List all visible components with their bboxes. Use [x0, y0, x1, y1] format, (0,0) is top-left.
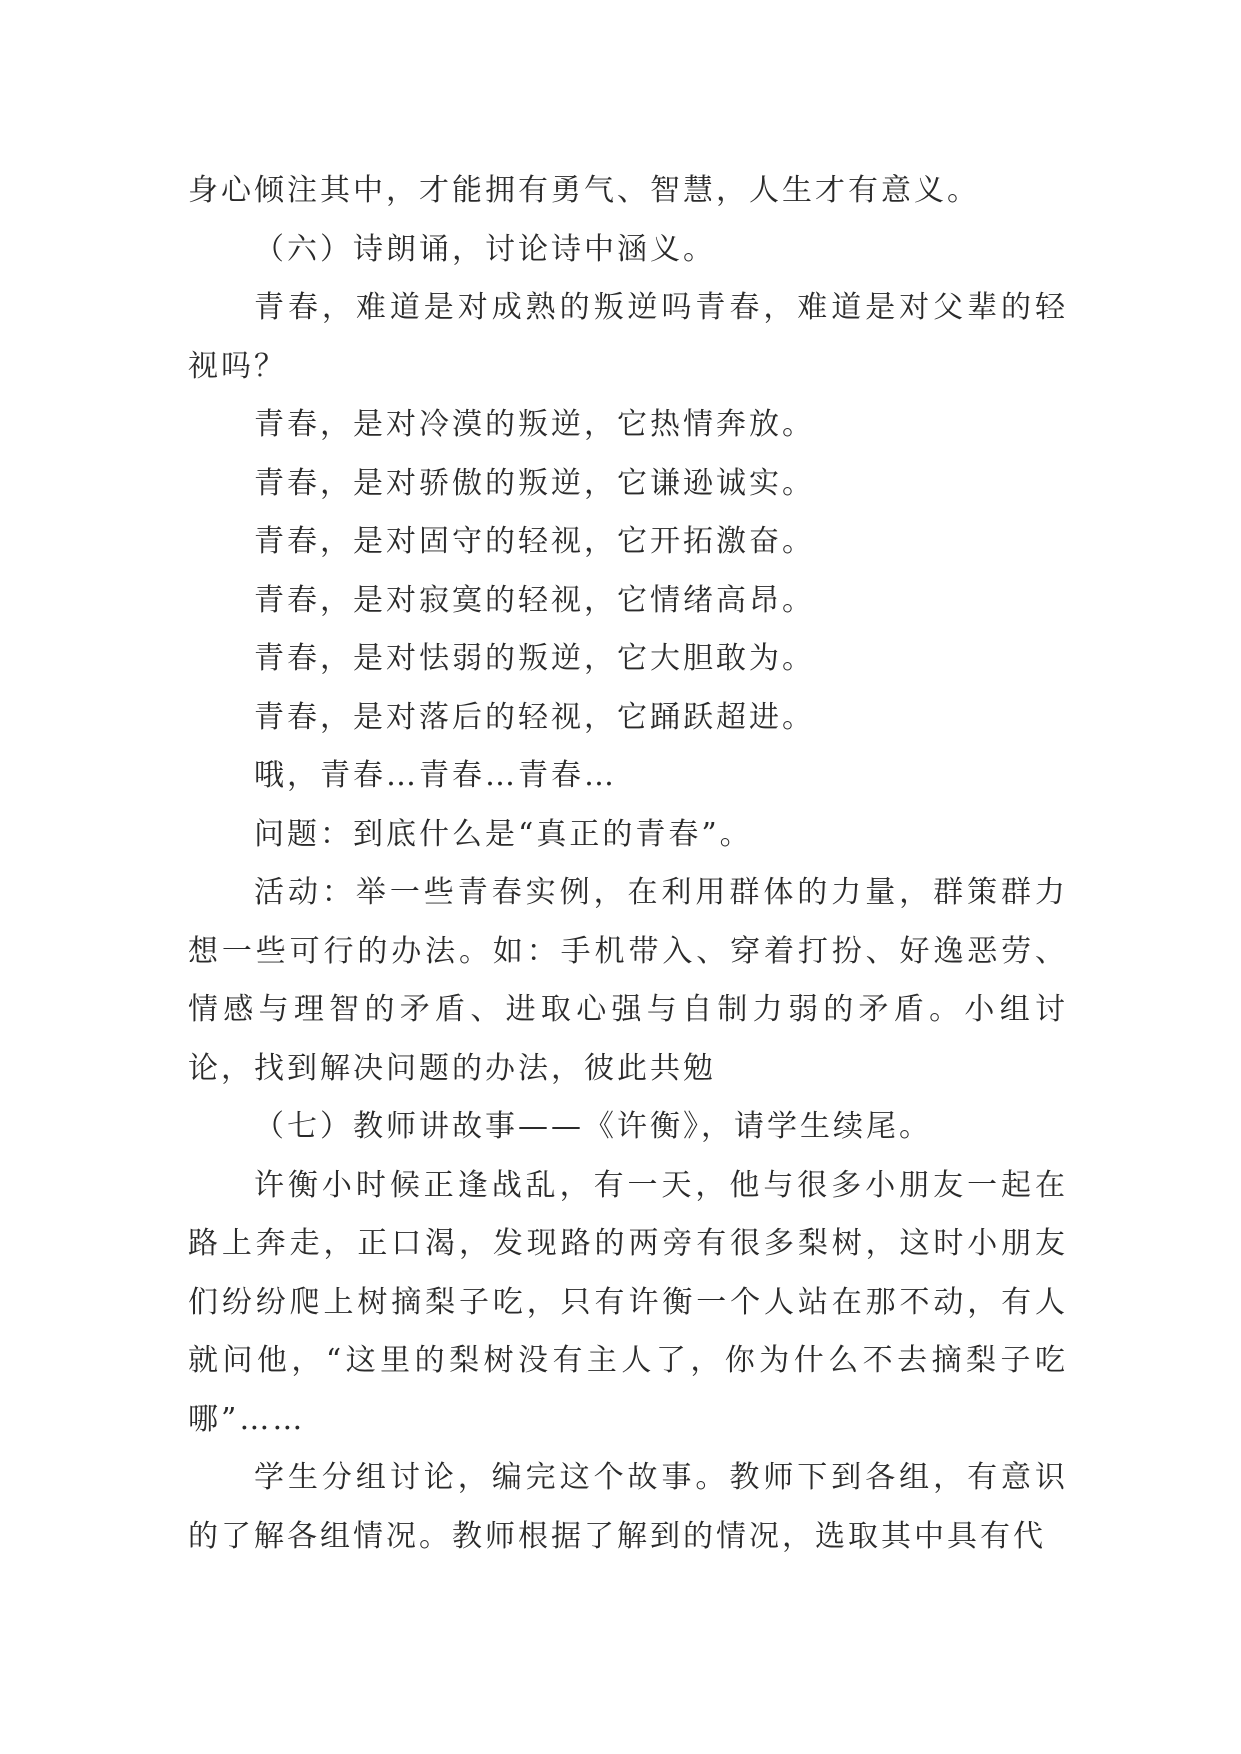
poem-line-6: 青春，是对落后的轻视，它踊跃超进。 [254, 699, 815, 735]
paragraph-1: 身心倾注其中，才能拥有勇气、智慧，人生才有意义。 [188, 173, 980, 208]
document-body [188, 162, 1068, 1566]
paragraph-activity: 活动：举一些青春实例，在利用群体的力量，群策群力想一些可行的办法。如：手机带入、穿着打扮、好逸恶劳、情感与理智的矛盾、进取心强与自制力弱的矛盾。小组讨论，找到解决问题的办法，彼此共勉 [188, 875, 1068, 1086]
poem-line-3: 青春，是对固守的轻视，它开拓激奋。 [254, 524, 815, 559]
paragraph-poem-question: 青春，难道是对成熟的叛逆吗青春，难道是对父辈的轻视吗？ [188, 290, 1068, 384]
poem-line-5: 青春，是对怯弱的叛逆，它大胆敢为。 [254, 641, 815, 676]
poem-line-4: 青春，是对寂寞的轻视，它情绪高昂。 [254, 582, 815, 618]
paragraph-question: 问题：到底什么是“真正的青春”。 [254, 816, 753, 852]
poem-line-7: 哦，青春…青春…青春… [254, 758, 617, 793]
paragraph-section-seven-heading: （七）教师讲故事——《许衡》，请学生续尾。 [254, 1109, 932, 1144]
paragraph-story: 许衡小时候正逢战乱，有一天，他与很多小朋友一起在路上奔走，正口渴，发现路的两旁有很多梨树，这时小朋友们纷纷爬上树摘梨子吃，只有许衡一个人站在那不动，有人就问他，“这里的梨树没有主人了，你为什么不去摘梨子吃哪”…… [188, 1167, 1068, 1437]
poem-line-2: 青春，是对骄傲的叛逆，它谦逊诚实。 [254, 465, 815, 501]
paragraph-section-six-heading: （六）诗朗诵，讨论诗中涵义。 [254, 231, 716, 267]
paragraph-discussion: 学生分组讨论，编完这个故事。教师下到各组，有意识的了解各组情况。教师根据了解到的情况，选取其中具有代 [188, 1460, 1068, 1554]
poem-line-1: 青春，是对冷漠的叛逆，它热情奔放。 [254, 407, 815, 442]
